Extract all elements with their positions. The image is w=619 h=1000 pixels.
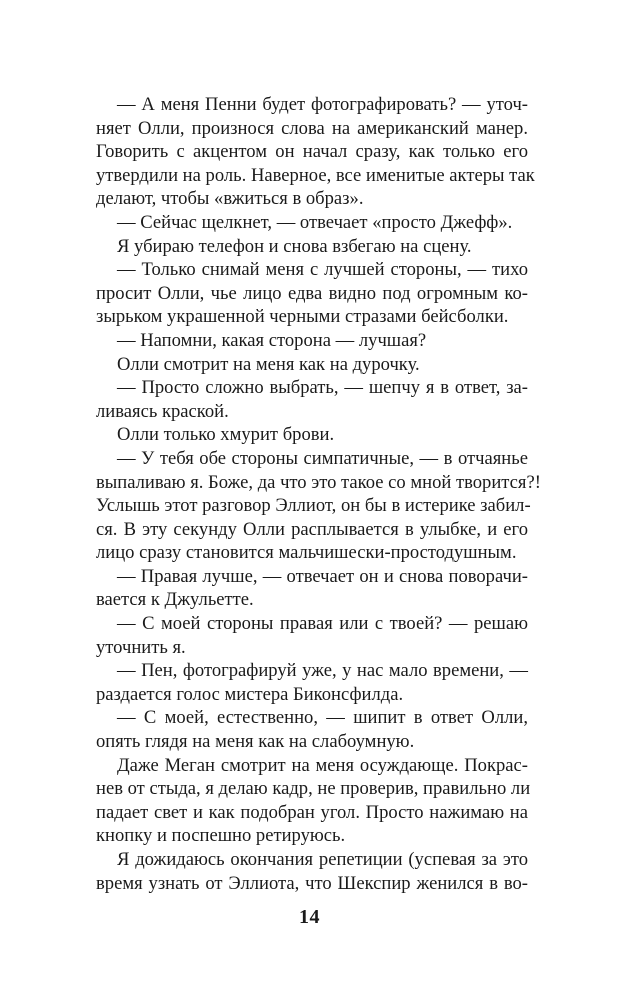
- text-line: — Пен, фотографируй уже, у нас мало времени, —: [117, 660, 528, 682]
- text-line: — Правая лучше, — отвечает он и снова поворачи-: [117, 565, 528, 587]
- text-line: Даже Меган смотрит на меня осуждающе. Покрас-: [117, 754, 528, 776]
- text-line: Я дожидаюсь окончания репетиции (успевая за это: [117, 849, 528, 870]
- text-line: опять глядя на меня как на слабоумную.: [96, 731, 415, 753]
- text-line: — С моей, естественно, — шипит в ответ Олли,: [117, 707, 528, 729]
- text-line: — Напомни, какая сторона — лучшая?: [117, 329, 427, 351]
- text-line: — А меня Пенни будет фотографировать? — уточ-: [117, 94, 528, 115]
- text-line: Говорить с акцентом он начал сразу, как только его: [96, 141, 528, 163]
- text-line: утвердили на роль. Наверное, все именитые актеры так: [96, 164, 535, 186]
- text-line: — С моей стороны правая или с твоей? — решаю: [117, 613, 528, 635]
- text-line: ливаясь краской.: [96, 400, 229, 422]
- text-line: делают, чтобы «вжиться в образ».: [96, 188, 364, 210]
- text-line: падает свет и как подобран угол. Просто нажимаю на: [96, 801, 528, 823]
- text-line: няет Олли, произнося слова на американский манер.: [96, 117, 528, 139]
- text-line: уточнить я.: [96, 636, 186, 658]
- text-line: нев от стыда, я делаю кадр, не проверив, правильно ли: [96, 778, 531, 800]
- text-line: Я убираю телефон и снова взбегаю на сцену.: [117, 235, 472, 257]
- text-line: время узнать от Эллиота, что Шекспир женился в во-: [96, 872, 528, 894]
- page-number: 14: [299, 906, 320, 928]
- text-line: — Сейчас щелкнет, — отвечает «просто Джефф».: [117, 211, 513, 233]
- text-line: раздается голос мистера Биконсфилда.: [96, 683, 404, 705]
- text-line: Олли только хмурит брови.: [117, 424, 335, 446]
- text-line: просит Олли, чье лицо едва видно под огромным ко-: [96, 282, 528, 304]
- text-line: — Просто сложно выбрать, — шепчу я в ответ, за-: [117, 377, 528, 399]
- text-line: ся. В эту секунду Олли расплывается в улыбке, и его: [96, 518, 528, 540]
- text-line: — Только снимай меня с лучшей стороны, — тихо: [117, 259, 528, 281]
- text-line: Олли смотрит на меня как на дурочку.: [117, 353, 420, 375]
- text-line: зырьком украшенной черными стразами бейсболки.: [96, 306, 509, 328]
- text-line: лицо сразу становится мальчишески-простодушным.: [96, 542, 517, 564]
- text-line: кнопку и поспешно ретируюсь.: [96, 825, 346, 847]
- text-line: — У тебя обе стороны симпатичные, — в отчаянье: [117, 447, 528, 469]
- text-line: выпаливаю я. Боже, да что это такое со мной творится?!: [96, 471, 541, 493]
- body-text: [96, 93, 541, 895]
- text-line: Услышь этот разговор Эллиот, он бы в истерике забил-: [96, 495, 531, 517]
- text-line: вается к Джульетте.: [96, 589, 254, 611]
